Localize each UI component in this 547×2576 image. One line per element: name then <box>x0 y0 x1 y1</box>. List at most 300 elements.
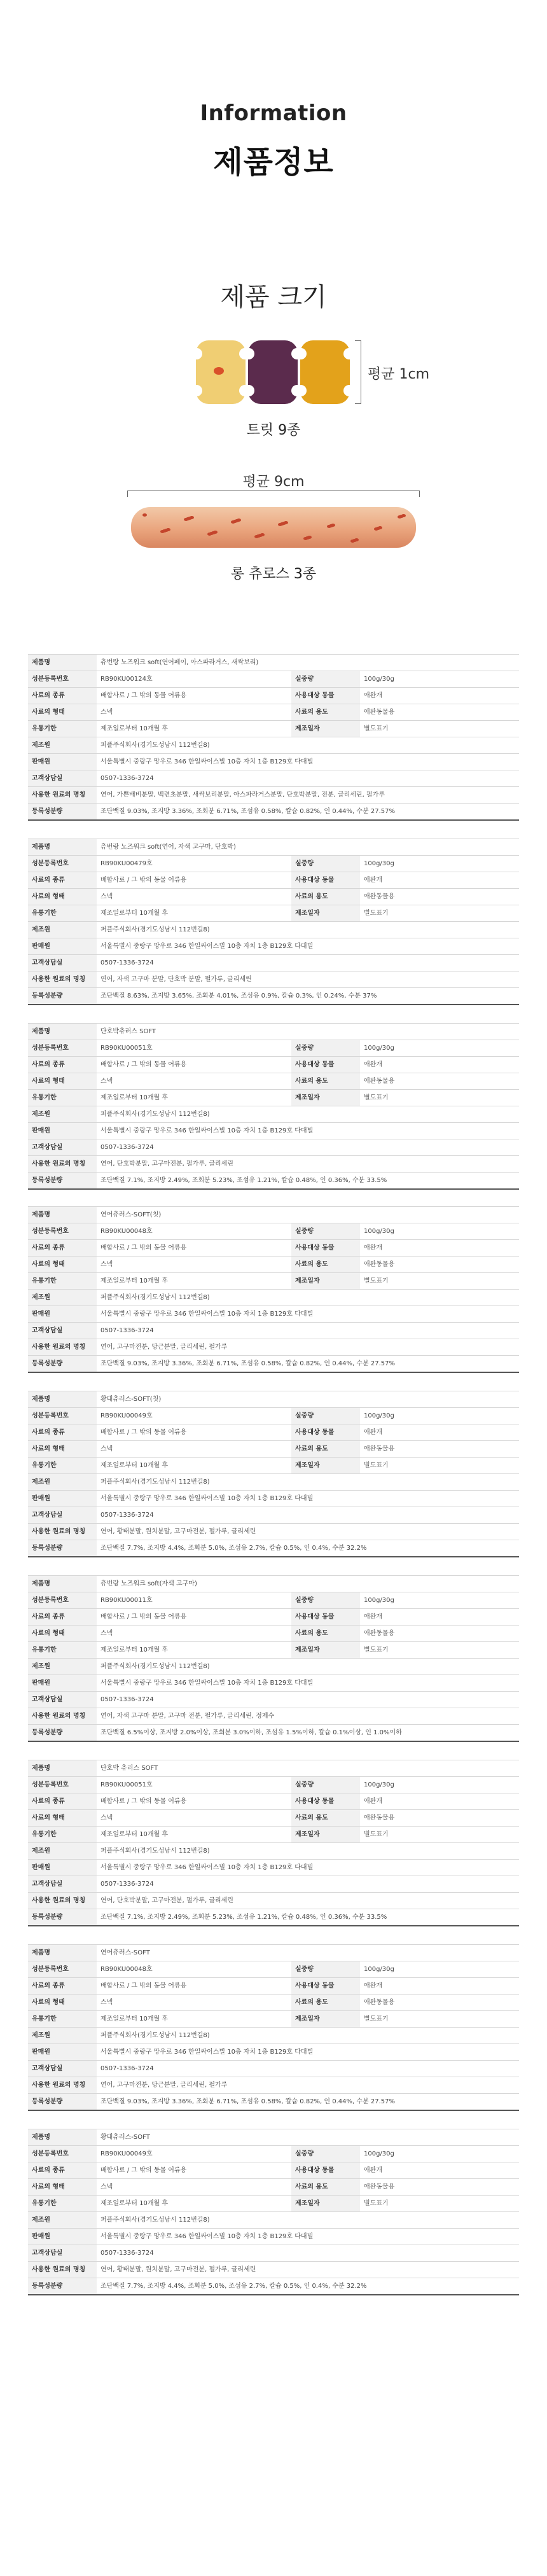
label-registration-no: 성분등록번호 <box>28 856 97 872</box>
spec-row <box>28 1257 519 1273</box>
label-target-animal: 사용대상 동물 <box>291 688 360 704</box>
label-seller: 판매원 <box>28 1306 97 1323</box>
label-manufacturer: 제조원 <box>28 1843 97 1860</box>
label-mfg-date: 제조일자 <box>291 1273 360 1290</box>
spec-row <box>28 938 519 955</box>
label-customer-service: 고객상담실 <box>28 2245 97 2262</box>
label-product-name: 제품명 <box>28 1024 97 1040</box>
value-expiry: 제조일로부터 10개월 후 <box>97 2196 291 2212</box>
value-manufacturer: 퍼플주식회사(경기도성남시 112번길8) <box>97 2212 519 2229</box>
label-seller: 판매원 <box>28 2229 97 2245</box>
spec-table <box>28 1760 519 1926</box>
spec-row <box>28 905 519 922</box>
treat-notch <box>191 348 202 359</box>
spec-row <box>28 1540 519 1557</box>
value-registration-no: RB90KU00048호 <box>97 1961 291 1978</box>
spec-row <box>28 1675 519 1692</box>
spec-row <box>28 971 519 988</box>
label-feed-use: 사료의 용도 <box>291 1441 360 1458</box>
label-composition: 등록성분량 <box>28 988 97 1005</box>
spec-row <box>28 2162 519 2179</box>
spec-row <box>28 955 519 971</box>
label-feed-form: 사료의 형태 <box>28 1810 97 1827</box>
label-feed-type: 사료의 종류 <box>28 1424 97 1441</box>
churros-speck <box>160 530 165 533</box>
label-manufacturer: 제조원 <box>28 922 97 938</box>
spec-row <box>28 1306 519 1323</box>
label-ingredients: 사용한 원료의 명칭 <box>28 2262 97 2278</box>
value-target-animal: 애완개 <box>360 1978 519 1995</box>
spec-row <box>28 1524 519 1540</box>
churros-caption: 롱 츄로스 3종 <box>230 566 317 582</box>
churros-size-label: 평균 9cm <box>242 474 305 490</box>
spec-row <box>28 1123 519 1139</box>
value-ingredients: 연어, 고구마전분, 당근분말, 글리세린, 펄가루 <box>97 1339 519 1356</box>
value-registration-no: RB90KU00051호 <box>97 1777 291 1793</box>
label-ingredients: 사용한 원료의 명칭 <box>28 1893 97 1909</box>
spec-table <box>28 1575 519 1742</box>
label-feed-type: 사료의 종류 <box>28 688 97 704</box>
spec-row <box>28 1223 519 1240</box>
value-target-animal: 애완개 <box>360 688 519 704</box>
label-feed-form: 사료의 형태 <box>28 1626 97 1642</box>
label-customer-service: 고객상담실 <box>28 2061 97 2077</box>
churros-speck <box>142 513 147 517</box>
spec-row <box>28 1024 519 1040</box>
value-expiry: 제조일로부터 10개월 후 <box>97 2011 291 2028</box>
value-feed-use: 애완동물용 <box>360 1073 519 1090</box>
value-mfg-date: 별도표기 <box>360 905 519 922</box>
label-ingredients: 사용한 원료의 명칭 <box>28 2077 97 2094</box>
spec-row <box>28 2028 519 2044</box>
label-expiry: 유통기한 <box>28 2196 97 2212</box>
label-seller: 판매원 <box>28 1123 97 1139</box>
label-feed-type: 사료의 종류 <box>28 1793 97 1810</box>
treat-notch <box>243 385 254 396</box>
hero-header <box>0 0 547 181</box>
value-feed-form: 스넥 <box>97 1810 291 1827</box>
value-registration-no: RB90KU00051호 <box>97 1040 291 1057</box>
churros-size-bracket <box>127 491 420 497</box>
value-composition: 조단백질 9.03%, 조지방 3.36%, 조회분 6.71%, 조섬유 0.58%, 칼슘 0.82%, 인 0.44%, 수분 27.57% <box>97 804 519 820</box>
spec-row <box>28 988 519 1005</box>
spec-row <box>28 1909 519 1926</box>
churros-speck <box>207 533 212 536</box>
value-net-weight: 100g/30g <box>360 2146 519 2162</box>
spec-row <box>28 1760 519 1777</box>
treat-notch <box>343 348 355 359</box>
spec-row <box>28 1408 519 1424</box>
label-manufacturer: 제조원 <box>28 1290 97 1306</box>
label-feed-form: 사료의 형태 <box>28 889 97 905</box>
spec-row <box>28 1961 519 1978</box>
label-feed-type: 사료의 종류 <box>28 1609 97 1626</box>
value-feed-type: 배합사료 / 그 밖의 동물 어류용 <box>97 2162 291 2179</box>
label-ingredients: 사용한 원료의 명칭 <box>28 1156 97 1173</box>
churros-speck <box>184 518 188 521</box>
label-composition: 등록성분량 <box>28 1173 97 1189</box>
label-feed-use: 사료의 용도 <box>291 889 360 905</box>
label-target-animal: 사용대상 동물 <box>291 1609 360 1626</box>
label-feed-use: 사료의 용도 <box>291 1257 360 1273</box>
value-customer-service: 0507-1336-3724 <box>97 1507 519 1524</box>
label-mfg-date: 제조일자 <box>291 721 360 737</box>
page-title: 제품정보 <box>213 144 334 180</box>
value-feed-type: 배합사료 / 그 밖의 동물 어류용 <box>97 1240 291 1257</box>
treat-size-label: 평균 1cm <box>368 366 430 382</box>
label-ingredients: 사용한 원료의 명칭 <box>28 1524 97 1540</box>
value-feed-form: 스넥 <box>97 1995 291 2011</box>
spec-row <box>28 1725 519 1741</box>
value-net-weight: 100g/30g <box>360 1592 519 1609</box>
value-target-animal: 애완개 <box>360 1793 519 1810</box>
label-feed-form: 사료의 형태 <box>28 1257 97 1273</box>
value-seller: 서울특별시 중랑구 망우로 346 한일싸이스빌 10층 자치 1층 B129호 다대빌 <box>97 754 519 770</box>
label-feed-type: 사료의 종류 <box>28 1057 97 1073</box>
label-registration-no: 성분등록번호 <box>28 671 97 688</box>
label-mfg-date: 제조일자 <box>291 2196 360 2212</box>
value-product-name: 츄번랑 노즈워크 soft(연어, 자색 고구마, 단호박) <box>97 839 519 856</box>
value-registration-no: RB90KU00048호 <box>97 1223 291 1240</box>
label-net-weight: 실중량 <box>291 1961 360 1978</box>
spec-row <box>28 1240 519 1257</box>
spec-table <box>28 1391 519 1557</box>
label-ingredients: 사용한 원료의 명칭 <box>28 787 97 804</box>
value-customer-service: 0507-1336-3724 <box>97 1139 519 1156</box>
label-feed-form: 사료의 형태 <box>28 1995 97 2011</box>
treat-caption: 트릿 9종 <box>246 422 301 438</box>
value-feed-type: 배합사료 / 그 밖의 동물 어류용 <box>97 1057 291 1073</box>
spec-row <box>28 1323 519 1339</box>
spec-row <box>28 655 519 671</box>
value-feed-type: 배합사료 / 그 밖의 동물 어류용 <box>97 872 291 889</box>
label-registration-no: 성분등록번호 <box>28 1040 97 1057</box>
spec-row <box>28 721 519 737</box>
label-feed-form: 사료의 형태 <box>28 2179 97 2196</box>
label-seller: 판매원 <box>28 2044 97 2061</box>
value-feed-form: 스넥 <box>97 1073 291 1090</box>
churros-speck <box>350 540 355 543</box>
label-expiry: 유통기한 <box>28 1090 97 1106</box>
value-mfg-date: 별도표기 <box>360 1642 519 1659</box>
spec-row <box>28 2229 519 2245</box>
value-registration-no: RB90KU00124호 <box>97 671 291 688</box>
spec-row <box>28 1207 519 1223</box>
spec-row <box>28 1139 519 1156</box>
label-manufacturer: 제조원 <box>28 2212 97 2229</box>
value-target-animal: 애완개 <box>360 1424 519 1441</box>
value-registration-no: RB90KU00049호 <box>97 1408 291 1424</box>
spec-row <box>28 787 519 804</box>
spec-row <box>28 2212 519 2229</box>
value-composition: 조단백질 7.1%, 조지방 2.49%, 조회분 5.23%, 조섬유 1.21%, 칼슘 0.48%, 인 0.36%, 수분 33.5% <box>97 1173 519 1189</box>
value-feed-type: 배합사료 / 그 밖의 동물 어류용 <box>97 1424 291 1441</box>
label-customer-service: 고객상담실 <box>28 1507 97 1524</box>
spec-row <box>28 1827 519 1843</box>
churros-speck <box>278 523 282 526</box>
spec-row <box>28 872 519 889</box>
spec-row <box>28 1156 519 1173</box>
value-expiry: 제조일로부터 10개월 후 <box>97 1827 291 1843</box>
value-mfg-date: 별도표기 <box>360 721 519 737</box>
value-customer-service: 0507-1336-3724 <box>97 1323 519 1339</box>
label-registration-no: 성분등록번호 <box>28 1777 97 1793</box>
spec-row <box>28 770 519 787</box>
label-manufacturer: 제조원 <box>28 1659 97 1675</box>
value-feed-type: 배합사료 / 그 밖의 동물 어류용 <box>97 688 291 704</box>
label-expiry: 유통기한 <box>28 1642 97 1659</box>
spec-table <box>28 839 519 1005</box>
label-seller: 판매원 <box>28 938 97 955</box>
spec-row <box>28 671 519 688</box>
value-customer-service: 0507-1336-3724 <box>97 955 519 971</box>
value-composition: 조단백질 9.03%, 조지방 3.36%, 조회분 6.71%, 조섬유 0.58%, 칼슘 0.82%, 인 0.44%, 수분 27.57% <box>97 1356 519 1372</box>
spec-row <box>28 1995 519 2011</box>
label-net-weight: 실중량 <box>291 1408 360 1424</box>
value-manufacturer: 퍼플주식회사(경기도성남시 112번길8) <box>97 1106 519 1123</box>
value-product-name: 연어츄러스-SOFT <box>97 1945 519 1961</box>
label-seller: 판매원 <box>28 1491 97 1507</box>
value-feed-type: 배합사료 / 그 밖의 동물 어류용 <box>97 1978 291 1995</box>
label-feed-use: 사료의 용도 <box>291 1073 360 1090</box>
spec-row <box>28 1893 519 1909</box>
value-seller: 서울특별시 중랑구 망우로 346 한일싸이스빌 10층 자치 1층 B129호 다대빌 <box>97 1123 519 1139</box>
spec-row <box>28 1626 519 1642</box>
value-seller: 서울특별시 중랑구 망우로 346 한일싸이스빌 10층 자치 1층 B129호 다대빌 <box>97 1306 519 1323</box>
value-feed-form: 스넥 <box>97 2179 291 2196</box>
value-target-animal: 애완개 <box>360 1609 519 1626</box>
label-feed-use: 사료의 용도 <box>291 1810 360 1827</box>
value-seller: 서울특별시 중랑구 망우로 346 한일싸이스빌 10층 자치 1층 B129호 다대빌 <box>97 1675 519 1692</box>
value-feed-form: 스넥 <box>97 704 291 721</box>
label-product-name: 제품명 <box>28 839 97 856</box>
value-net-weight: 100g/30g <box>360 1777 519 1793</box>
value-manufacturer: 퍼플주식회사(경기도성남시 112번길8) <box>97 2028 519 2044</box>
spec-row <box>28 1040 519 1057</box>
label-mfg-date: 제조일자 <box>291 1827 360 1843</box>
label-manufacturer: 제조원 <box>28 1106 97 1123</box>
value-manufacturer: 퍼플주식회사(경기도성남시 112번길8) <box>97 1843 519 1860</box>
treat-notch <box>295 385 307 396</box>
label-feed-form: 사료의 형태 <box>28 1073 97 1090</box>
spec-row <box>28 2061 519 2077</box>
spec-row <box>28 1592 519 1609</box>
churros-speck <box>374 527 378 531</box>
value-registration-no: RB90KU00479호 <box>97 856 291 872</box>
label-target-animal: 사용대상 동물 <box>291 1057 360 1073</box>
label-product-name: 제품명 <box>28 1945 97 1961</box>
label-target-animal: 사용대상 동물 <box>291 872 360 889</box>
spec-row <box>28 856 519 872</box>
size-title: 제품 크기 <box>220 282 327 312</box>
label-mfg-date: 제조일자 <box>291 1642 360 1659</box>
spec-row <box>28 2044 519 2061</box>
value-manufacturer: 퍼플주식회사(경기도성남시 112번길8) <box>97 1659 519 1675</box>
value-net-weight: 100g/30g <box>360 856 519 872</box>
value-ingredients: 연어, 황태분말, 원치분말, 고구마전분, 펄가루, 글리세린 <box>97 2262 519 2278</box>
label-product-name: 제품명 <box>28 1207 97 1223</box>
value-feed-use: 애완동물용 <box>360 2179 519 2196</box>
label-customer-service: 고객상담실 <box>28 1876 97 1893</box>
spec-row <box>28 2262 519 2278</box>
value-manufacturer: 퍼플주식회사(경기도성남시 112번길8) <box>97 922 519 938</box>
spec-row <box>28 1692 519 1708</box>
spec-row <box>28 1978 519 1995</box>
label-expiry: 유통기한 <box>28 1827 97 1843</box>
treat-notch <box>243 348 254 359</box>
label-customer-service: 고객상담실 <box>28 1692 97 1708</box>
label-ingredients: 사용한 원료의 명칭 <box>28 971 97 988</box>
spec-table <box>28 1206 519 1373</box>
label-expiry: 유통기한 <box>28 721 97 737</box>
label-net-weight: 실중량 <box>291 671 360 688</box>
spec-row <box>28 2278 519 2295</box>
value-composition: 조단백질 9.03%, 조지방 3.36%, 조회분 6.71%, 조섬유 0.58%, 칼슘 0.82%, 인 0.44%, 수분 27.57% <box>97 2094 519 2110</box>
value-mfg-date: 별도표기 <box>360 1458 519 1474</box>
label-feed-type: 사료의 종류 <box>28 872 97 889</box>
label-feed-use: 사료의 용도 <box>291 704 360 721</box>
value-feed-use: 애완동물용 <box>360 1626 519 1642</box>
label-mfg-date: 제조일자 <box>291 2011 360 2028</box>
spec-row <box>28 1173 519 1189</box>
treat-size-bracket <box>355 340 361 404</box>
spec-row <box>28 804 519 820</box>
label-customer-service: 고객상담실 <box>28 1323 97 1339</box>
spec-row <box>28 2146 519 2162</box>
spec-row <box>28 2077 519 2094</box>
value-ingredients: 연어, 가쁜배비분말, 백련초분말, 새싹보리분말, 아스파라거스분말, 단호박분말, 전분, 글리세린, 펄가루 <box>97 787 519 804</box>
value-feed-use: 애완동물용 <box>360 1810 519 1827</box>
spec-row <box>28 2179 519 2196</box>
section-subtitle: Information <box>200 101 347 126</box>
spec-row <box>28 1810 519 1827</box>
treat-gold <box>300 340 350 404</box>
value-feed-use: 애완동물용 <box>360 1257 519 1273</box>
spec-row <box>28 1339 519 1356</box>
label-feed-form: 사료의 형태 <box>28 704 97 721</box>
value-feed-type: 배합사료 / 그 밖의 동물 어류용 <box>97 1609 291 1626</box>
value-feed-use: 애완동물용 <box>360 1441 519 1458</box>
value-seller: 서울특별시 중랑구 망우로 346 한일싸이스빌 10층 자치 1층 B129호 다대빌 <box>97 938 519 955</box>
value-net-weight: 100g/30g <box>360 1223 519 1240</box>
value-mfg-date: 별도표기 <box>360 1090 519 1106</box>
spec-row <box>28 1642 519 1659</box>
treat-notch <box>295 348 307 359</box>
label-customer-service: 고객상담실 <box>28 770 97 787</box>
value-product-name: 단호박츄러스 SOFT <box>97 1024 519 1040</box>
label-customer-service: 고객상담실 <box>28 955 97 971</box>
spec-row <box>28 737 519 754</box>
value-expiry: 제조일로부터 10개월 후 <box>97 1090 291 1106</box>
churros-speck <box>254 535 259 538</box>
label-composition: 등록성분량 <box>28 1356 97 1372</box>
value-feed-form: 스넥 <box>97 1626 291 1642</box>
spec-row <box>28 1424 519 1441</box>
label-target-animal: 사용대상 동물 <box>291 1793 360 1810</box>
spec-row <box>28 1073 519 1090</box>
label-product-name: 제품명 <box>28 2129 97 2146</box>
label-target-animal: 사용대상 동물 <box>291 1978 360 1995</box>
label-expiry: 유통기한 <box>28 1458 97 1474</box>
spec-table <box>28 1944 519 2111</box>
treat-purple <box>248 340 298 404</box>
spec-row <box>28 1090 519 1106</box>
spec-row <box>28 1708 519 1725</box>
spec-row <box>28 1458 519 1474</box>
spec-table <box>28 1023 519 1190</box>
value-mfg-date: 별도표기 <box>360 2196 519 2212</box>
value-product-name: 황태츄러스-SOFT <box>97 2129 519 2146</box>
spec-row <box>28 754 519 770</box>
value-target-animal: 애완개 <box>360 872 519 889</box>
spec-row <box>28 2196 519 2212</box>
value-registration-no: RB90KU00049호 <box>97 2146 291 2162</box>
label-seller: 판매원 <box>28 1860 97 1876</box>
value-expiry: 제조일로부터 10개월 후 <box>97 1273 291 1290</box>
label-manufacturer: 제조원 <box>28 1474 97 1491</box>
product-size-section <box>0 277 547 633</box>
label-net-weight: 실중량 <box>291 1592 360 1609</box>
value-product-name: 츄번랑 노즈워크 soft(자색 고구마) <box>97 1576 519 1592</box>
label-registration-no: 성분등록번호 <box>28 1592 97 1609</box>
value-product-name: 츄번랑 노즈워크 soft(연어페이, 아스파라거스, 새싹보리) <box>97 655 519 671</box>
label-product-name: 제품명 <box>28 655 97 671</box>
value-feed-type: 배합사료 / 그 밖의 동물 어류용 <box>97 1793 291 1810</box>
spec-table <box>28 654 519 821</box>
value-ingredients: 연어, 황태분말, 원치분말, 고구마전분, 펄가루, 글리세린 <box>97 1524 519 1540</box>
value-product-name: 황태츄러스-SOFT(칫) <box>97 1391 519 1408</box>
label-seller: 판매원 <box>28 1675 97 1692</box>
treat-yellow <box>196 340 246 404</box>
value-ingredients: 연어, 고구마전분, 당근분말, 글리세린, 펄가루 <box>97 2077 519 2094</box>
spec-row <box>28 1507 519 1524</box>
value-expiry: 제조일로부터 10개월 후 <box>97 721 291 737</box>
value-customer-service: 0507-1336-3724 <box>97 1692 519 1708</box>
value-seller: 서울특별시 중랑구 망우로 346 한일싸이스빌 10층 자치 1층 B129호 다대빌 <box>97 2044 519 2061</box>
value-net-weight: 100g/30g <box>360 671 519 688</box>
label-manufacturer: 제조원 <box>28 737 97 754</box>
spec-row <box>28 688 519 704</box>
spec-row <box>28 1106 519 1123</box>
value-feed-use: 애완동물용 <box>360 704 519 721</box>
label-mfg-date: 제조일자 <box>291 1458 360 1474</box>
label-feed-type: 사료의 종류 <box>28 1240 97 1257</box>
value-ingredients: 연어, 단호박분말, 고구마전분, 펄가루, 글리세린 <box>97 1156 519 1173</box>
label-mfg-date: 제조일자 <box>291 905 360 922</box>
value-expiry: 제조일로부터 10개월 후 <box>97 1458 291 1474</box>
label-manufacturer: 제조원 <box>28 2028 97 2044</box>
churros-speck <box>231 520 235 524</box>
spec-row <box>28 1273 519 1290</box>
label-feed-use: 사료의 용도 <box>291 2179 360 2196</box>
label-feed-type: 사료의 종류 <box>28 2162 97 2179</box>
treat-image <box>196 340 349 404</box>
spec-row <box>28 1057 519 1073</box>
spec-row <box>28 1491 519 1507</box>
value-customer-service: 0507-1336-3724 <box>97 2061 519 2077</box>
spec-row <box>28 1391 519 1408</box>
label-mfg-date: 제조일자 <box>291 1090 360 1106</box>
label-composition: 등록성분량 <box>28 1725 97 1741</box>
value-composition: 조단백질 7.7%, 조지방 4.4%, 조회분 5.0%, 조섬유 2.7%, 칼슘 0.5%, 인 0.4%, 수분 32.2% <box>97 2278 519 2295</box>
value-feed-use: 애완동물용 <box>360 1995 519 2011</box>
value-customer-service: 0507-1336-3724 <box>97 770 519 787</box>
value-mfg-date: 별도표기 <box>360 1273 519 1290</box>
label-composition: 등록성분량 <box>28 2094 97 2110</box>
spec-row <box>28 1843 519 1860</box>
spec-row <box>28 839 519 856</box>
value-mfg-date: 별도표기 <box>360 1827 519 1843</box>
